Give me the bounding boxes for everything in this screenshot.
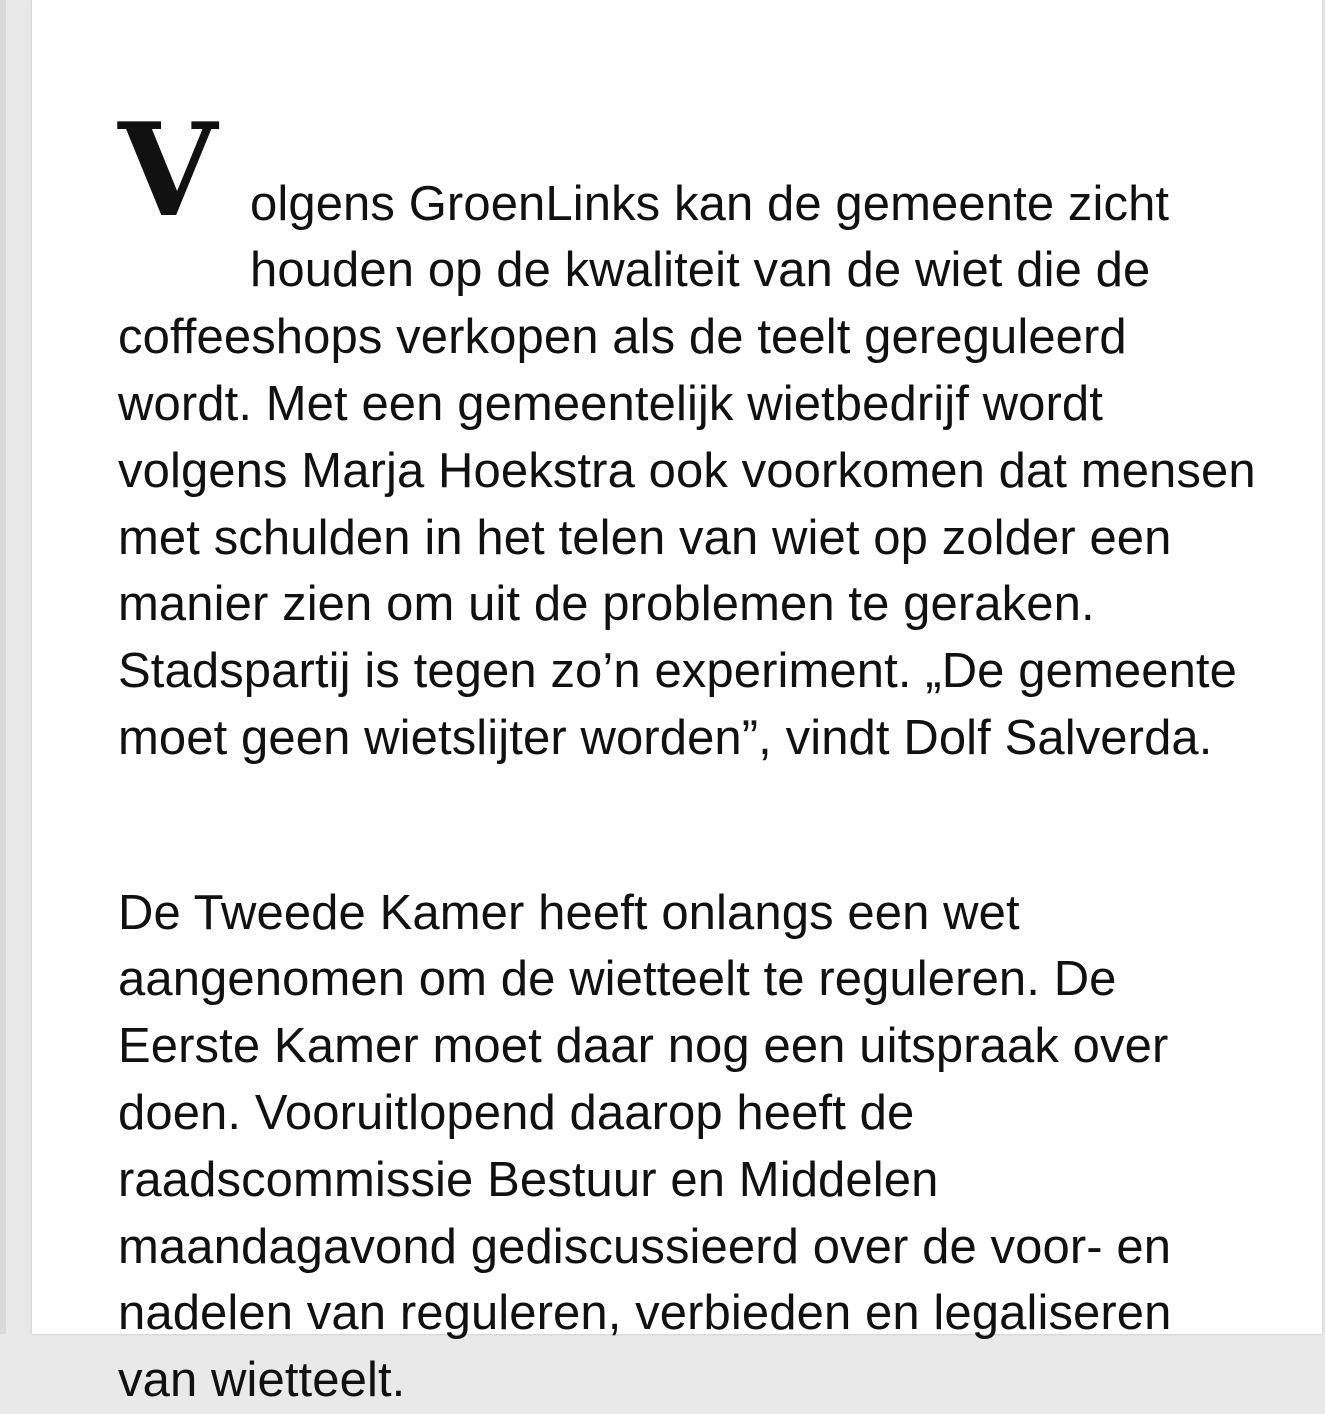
paragraph-2-text: De Tweede Kamer heeft onlangs een wet aangenomen om de wietteelt te reguleren. De Eerste Kamer moet daar nog een uitspraak over doen. Vooruitlopend daarop heeft de raadscommissie Bestuur en Middelen maandagavond gediscussieerd over de voor- en nadelen van reguleren, verbieden en legaliseren van wietteelt. xyxy=(118,885,1172,1408)
page-edge xyxy=(0,0,6,1334)
paragraph-1 xyxy=(118,37,1258,772)
paragraph-1-text: olgens GroenLinks kan de gemeente zicht houden op de kwaliteit van de wiet die de coffeeshops verkopen als de teelt gereguleerd wordt. Met een gemeentelijk wietbedrijf wordt volgens Marja Hoekstra ook voorkomen dat mensen met schulden in het telen van wiet op zolder een manier zien om uit de problemen te geraken. Stadspartij is tegen zo’n experiment. „De gemeente moet geen wietslijter worden”, vindt Dolf Salverda. xyxy=(118,176,1256,765)
drop-cap: V xyxy=(118,95,218,246)
article-body xyxy=(118,37,1258,1414)
paragraph-2 xyxy=(118,813,1258,1414)
